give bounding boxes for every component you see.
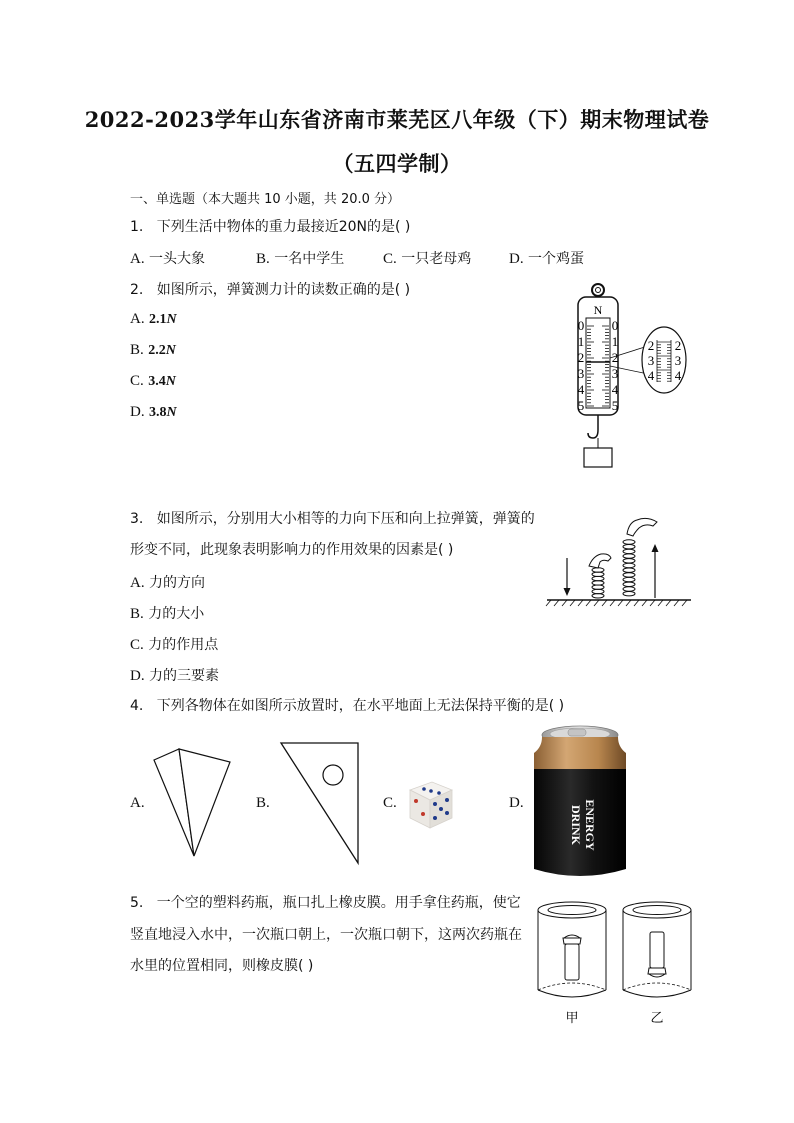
bottle-icon xyxy=(650,932,664,968)
question-1 xyxy=(130,217,410,237)
option-c[interactable] xyxy=(130,373,176,390)
scale-number: 3 xyxy=(577,366,585,381)
option-letter: B. xyxy=(130,342,144,358)
option-letter: C. xyxy=(383,251,397,267)
option-c[interactable] xyxy=(383,795,397,812)
option-text: 力的大小 xyxy=(148,606,205,622)
scale-number: 0 xyxy=(611,318,619,333)
zoom-number: 3 xyxy=(674,353,682,368)
figure-label: 甲 xyxy=(565,1010,579,1025)
bottle-icon xyxy=(565,944,579,980)
option-letter: B. xyxy=(256,251,270,267)
question-number: 4. xyxy=(130,698,144,714)
option-letter: D. xyxy=(509,251,524,267)
question-4 xyxy=(130,696,564,716)
option-a[interactable] xyxy=(130,795,145,812)
option-letter: C. xyxy=(130,637,144,653)
question-number: 1. xyxy=(130,219,144,235)
option-letter: A. xyxy=(130,795,145,811)
option-a[interactable] xyxy=(130,311,177,328)
option-unit: N xyxy=(166,312,177,327)
cone-figure xyxy=(150,748,232,860)
option-b[interactable] xyxy=(256,248,344,268)
question-5 xyxy=(130,893,521,913)
scale-number: 2 xyxy=(577,350,585,365)
option-letter: C. xyxy=(383,795,397,811)
option-d[interactable] xyxy=(509,795,524,812)
question-number: 3. xyxy=(130,511,144,527)
hand-icon xyxy=(627,518,657,536)
option-b[interactable] xyxy=(130,603,204,623)
option-letter: A. xyxy=(130,311,145,327)
option-value: 2.2 xyxy=(148,343,166,358)
question-5-line3: 水里的位置相同，则橡皮膜( ) xyxy=(130,958,314,974)
option-value: 2.1 xyxy=(149,312,167,327)
weight-block xyxy=(584,448,612,467)
ring-icon xyxy=(592,284,604,296)
scale-number: 5 xyxy=(577,398,585,413)
zoom-number: 2 xyxy=(647,338,655,353)
page-subtitle: （五四学制） xyxy=(332,151,462,176)
option-d[interactable] xyxy=(130,665,219,685)
option-letter: B. xyxy=(130,606,144,622)
scale-number: 3 xyxy=(611,366,619,381)
option-letter: A. xyxy=(130,575,145,591)
question-text: 如图所示，弹簧测力计的读数正确的是( ) xyxy=(156,282,411,298)
option-a[interactable] xyxy=(130,572,205,592)
scale-number: 4 xyxy=(577,382,585,397)
spring-scale-figure xyxy=(560,280,700,470)
question-3 xyxy=(130,509,535,529)
hook-icon xyxy=(588,430,598,438)
question-3-line2: 形变不同，此现象表明影响力的作用效果的因素是( ) xyxy=(130,542,454,558)
scale-number: 0 xyxy=(577,318,585,333)
question-text: 一个空的塑料药瓶，瓶口扎上橡皮膜。用手拿住药瓶，使它 xyxy=(156,895,521,911)
option-letter: C. xyxy=(130,373,144,389)
can-label: ENERGY xyxy=(583,799,597,851)
question-2 xyxy=(130,280,410,300)
option-letter: D. xyxy=(509,795,524,811)
question-number: 2. xyxy=(130,282,144,298)
spring-force-figure xyxy=(545,510,695,610)
option-d[interactable] xyxy=(130,404,177,421)
beakers-figure xyxy=(535,892,695,1027)
question-text: 如图所示，分别用大小相等的力向下压和向上拉弹簧，弹簧的 xyxy=(156,511,535,527)
zoom-number: 3 xyxy=(647,353,655,368)
hand-icon xyxy=(589,554,611,568)
option-text: 力的方向 xyxy=(149,575,206,591)
option-text: 力的三要素 xyxy=(149,668,220,684)
stretched-spring xyxy=(623,540,635,596)
option-letter: D. xyxy=(130,668,145,684)
unit-label: N xyxy=(593,303,603,317)
scale-number: 2 xyxy=(611,350,619,365)
page-title: 2022-2023学年山东省济南市莱芜区八年级（下）期末物理试卷 xyxy=(84,107,710,132)
figure-label: 乙 xyxy=(650,1010,664,1025)
question-number: 5. xyxy=(130,895,144,911)
option-d[interactable] xyxy=(509,248,584,268)
option-letter: D. xyxy=(130,404,145,420)
option-unit: N xyxy=(165,343,176,358)
triangle-ruler-figure xyxy=(278,740,362,866)
zoom-number: 2 xyxy=(674,338,682,353)
option-value: 3.8 xyxy=(149,405,167,420)
option-text: 一个鸡蛋 xyxy=(528,251,585,267)
question-text: 下列各物体在如图所示放置时，在水平地面上无法保持平衡的是( ) xyxy=(156,698,565,714)
scale-number: 5 xyxy=(611,398,619,413)
scale-number: 1 xyxy=(611,334,619,349)
energy-drink-can-figure xyxy=(528,723,632,883)
option-letter: A. xyxy=(130,251,145,267)
scale-number: 1 xyxy=(577,334,585,349)
option-c[interactable] xyxy=(130,634,218,654)
option-c[interactable] xyxy=(383,248,471,268)
dice-figure xyxy=(402,776,456,832)
option-text: 力的作用点 xyxy=(148,637,219,653)
option-unit: N xyxy=(165,374,176,389)
option-unit: N xyxy=(166,405,177,420)
option-text: 一名中学生 xyxy=(274,251,345,267)
option-value: 3.4 xyxy=(148,374,166,389)
option-text: 一只老母鸡 xyxy=(401,251,472,267)
compressed-spring xyxy=(592,568,604,598)
option-a[interactable] xyxy=(130,248,205,268)
option-letter: B. xyxy=(256,795,270,811)
zoom-number: 4 xyxy=(674,368,682,383)
section-heading: 一、单选题（本大题共 10 小题，共 20.0 分） xyxy=(130,192,401,207)
scale-number: 4 xyxy=(611,382,619,397)
can-label: DRINK xyxy=(569,804,583,846)
question-text: 下列生活中物体的重力最接近20N的是( ) xyxy=(156,219,411,235)
option-text: 一头大象 xyxy=(149,251,206,267)
option-b[interactable] xyxy=(256,795,270,812)
question-5-line2: 竖直地浸入水中，一次瓶口朝上，一次瓶口朝下，这两次药瓶在 xyxy=(130,927,522,943)
zoom-number: 4 xyxy=(647,368,655,383)
option-b[interactable] xyxy=(130,342,176,359)
